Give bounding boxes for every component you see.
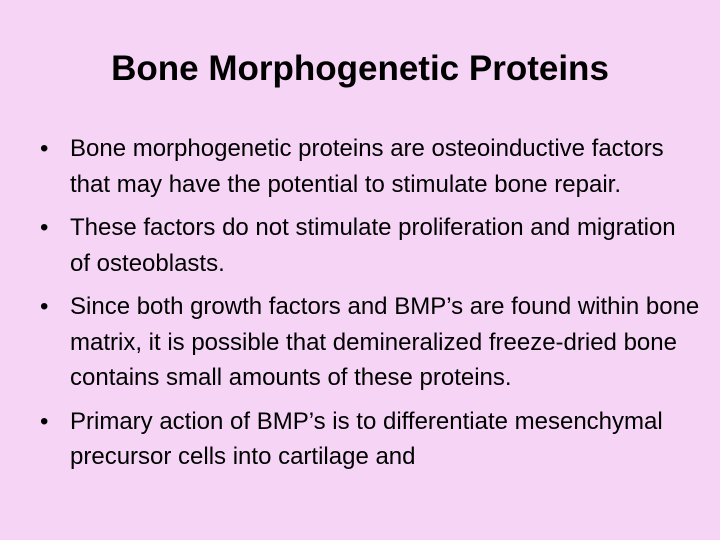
bullet-marker: • bbox=[40, 407, 49, 435]
bullet-item bbox=[40, 210, 700, 281]
bullet-text: Primary action of BMP’s is to differentiate mesenchymal precursor cells into cartilage and bbox=[70, 407, 663, 470]
bullet-marker: • bbox=[40, 214, 49, 241]
bullet-item bbox=[40, 404, 700, 475]
bullet-marker: • bbox=[40, 293, 49, 320]
bullet-item bbox=[40, 131, 700, 202]
bullet-text: Since both growth factors and BMP’s are found within bone matrix, it is possible that demineralized freeze-dried bone contains small amounts of these proteins. bbox=[70, 293, 700, 391]
bullet-marker: • bbox=[40, 135, 49, 162]
bullet-text: Bone morphogenetic proteins are osteoinductive factors that may have the potential to stimulate bone repair. bbox=[70, 135, 664, 198]
bullet-item bbox=[40, 289, 700, 396]
bullet-text: These factors do not stimulate proliferation and migration of osteoblasts. bbox=[70, 214, 676, 277]
bullet-list bbox=[40, 131, 700, 483]
slide-title: Bone Morphogenetic Proteins bbox=[111, 49, 609, 88]
